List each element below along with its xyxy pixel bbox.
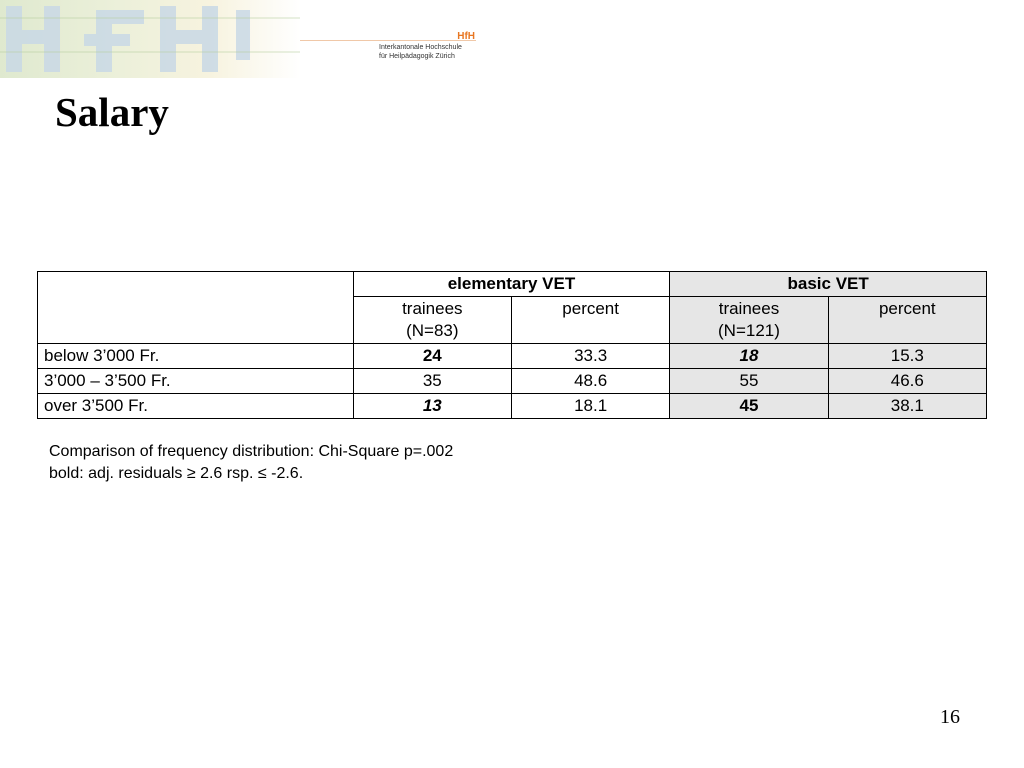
brand-short-name: HfH [457,31,475,42]
table-row [38,344,987,369]
cell-elementary-trainees: 35 [353,369,511,394]
logo-banner [0,0,300,78]
brand-full-name [379,43,479,61]
subheader-line: percent [878,299,936,318]
cell-basic-percent: 46.6 [828,369,986,394]
row-label: below 3’000 Fr. [38,344,354,369]
subheader-line: trainees [402,299,463,318]
row-label: 3’000 – 3’500 Fr. [38,369,354,394]
table-corner-cell [38,272,354,344]
group-header-elementary: elementary VET [353,272,670,297]
cell-basic-trainees: 18 [670,344,828,369]
brand-name-line1: Interkantonale Hochschule [379,44,462,51]
subheader-basic-trainees [670,297,828,344]
subheader-n: (N=83) [406,321,459,340]
cell-basic-trainees: 55 [670,369,828,394]
group-header-basic: basic VET [670,272,987,297]
subheader-basic-percent [828,297,986,344]
cell-elementary-percent: 18.1 [511,394,669,419]
subheader-elementary-percent [511,297,669,344]
table-row [38,394,987,419]
table-notes [49,441,453,485]
salary-table [37,271,987,419]
cell-basic-trainees: 45 [670,394,828,419]
cell-elementary-trainees: 24 [353,344,511,369]
slide-title: Salary [55,89,169,135]
brand-name-line2: für Heilpädagogik Zürich [379,53,455,60]
cell-elementary-trainees: 13 [353,394,511,419]
note-chi-square: Comparison of frequency distribution: Chi-Square p=.002 [49,443,454,460]
cell-basic-percent: 15.3 [828,344,986,369]
cell-basic-percent: 38.1 [828,394,986,419]
table-row [38,369,987,394]
subheader-line: trainees [718,299,780,318]
subheader-elementary-trainees [353,297,511,344]
cell-elementary-percent: 33.3 [511,344,669,369]
row-label: over 3’500 Fr. [38,394,354,419]
note-bold-legend: bold: adj. residuals ≥ 2.6 rsp. ≤ -2.6. [49,465,304,482]
cell-elementary-percent: 48.6 [511,369,669,394]
subheader-n: (N=121) [718,321,780,340]
page-number: 16 [940,706,960,728]
hfh-watermark-logo [0,0,300,78]
table-group-header-row [38,272,987,297]
brand-logo [379,26,475,44]
subheader-line: percent [562,299,619,318]
